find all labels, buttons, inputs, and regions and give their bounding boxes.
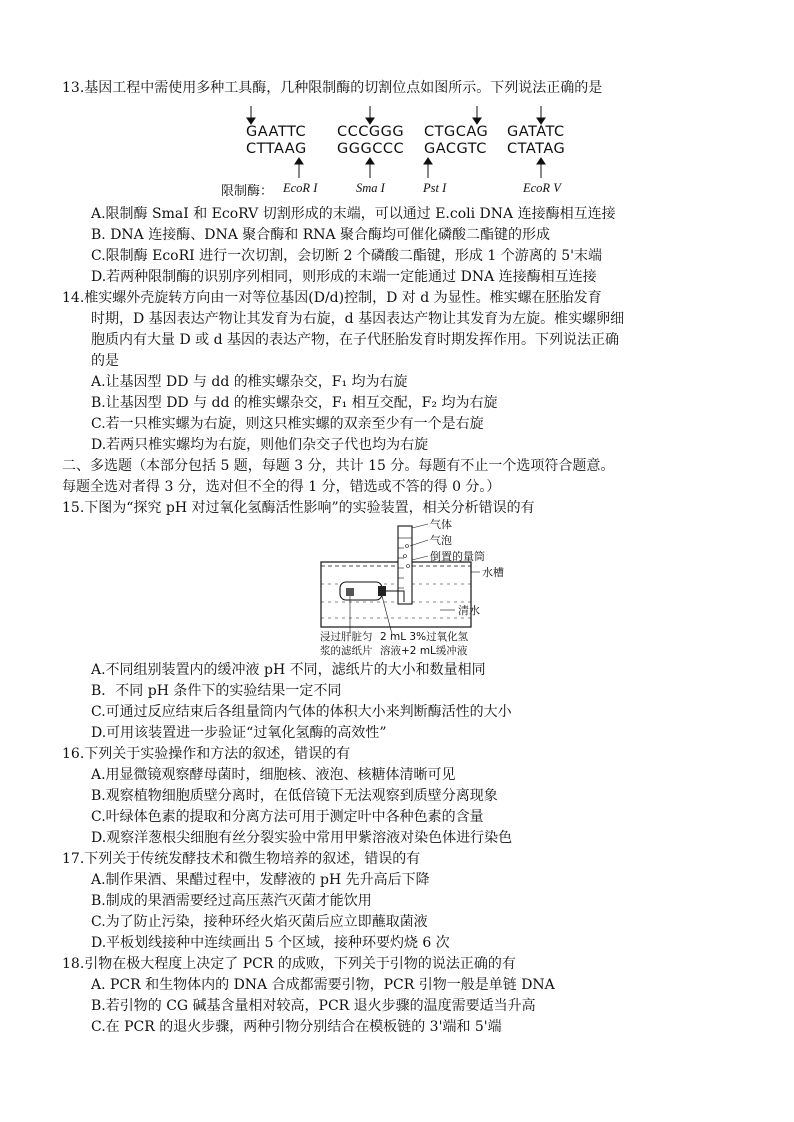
q13-option-c: C.限制酶 EcoRI 进行一次切割，会切断 2 个磷酸二酯键，形成 1 个游离的 5'末端 bbox=[91, 248, 602, 264]
enzyme-ecori: EcoR I bbox=[283, 181, 318, 195]
label-solution-line-1: 2 mL 3%过氧化氢 bbox=[380, 631, 469, 643]
enzyme-label: 限制酶： bbox=[221, 184, 274, 199]
q17-stem: 17.下列关于传统发酵技术和微生物培养的叙述，错误的有 bbox=[62, 851, 421, 867]
enzyme-smai: Sma I bbox=[356, 181, 385, 195]
q18-option-b: B.若引物的 CG 碱基含量相对较高，PCR 退火步骤的温度需要适当升高 bbox=[91, 998, 536, 1014]
q18-option-a: A. PCR 和生物体内的 DNA 合成都需要引物，PCR 引物一般是单链 DNA bbox=[91, 977, 555, 993]
q15-option-d: D.可用该装置进一步验证“过氧化氢酶的高效性” bbox=[91, 725, 387, 741]
label-solution-line-2: 溶液+2 mL缓冲液 bbox=[380, 645, 468, 657]
strand-bottom-4: CTATAG bbox=[507, 141, 566, 157]
q16-stem: 16.下列关于实验操作和方法的叙述，错误的有 bbox=[62, 746, 351, 762]
q17-option-a: A.制作果酒、果醋过程中，发酵液的 pH 先升高后下降 bbox=[91, 872, 430, 888]
strand-top-2: CCCGGG bbox=[337, 124, 405, 140]
enzyme-ecorv: EcoR V bbox=[523, 181, 561, 195]
q16-option-a: A.用显微镜观察酵母菌时，细胞核、液泡、核糖体清晰可见 bbox=[91, 767, 456, 783]
q14-option-c: C.若一只椎实螺为右旋，则这只椎实螺的双亲至少有一个是右旋 bbox=[91, 416, 484, 432]
label-tank: 水槽 bbox=[482, 566, 504, 579]
strand-bottom-2: GGGCCC bbox=[337, 141, 405, 157]
q14-stem-line-1: 14.椎实螺外壳旋转方向由一对等位基因(D/d)控制，D 对 d 为显性。椎实螺在胚胎发育 bbox=[62, 290, 602, 306]
label-cylinder: 倒置的量筒 bbox=[430, 550, 485, 563]
q14-stem-line-4: 的是 bbox=[91, 353, 119, 369]
q14-option-a: A.让基因型 DD 与 dd 的椎实螺杂交，F₁ 均为右旋 bbox=[91, 374, 408, 390]
label-filter-line-2: 浆的滤纸片 bbox=[320, 645, 373, 657]
q15-option-c: C.可通过反应结束后各组量筒内气体的体积大小来判断酶活性的大小 bbox=[91, 704, 512, 720]
strand-top-4: GATATC bbox=[507, 124, 565, 140]
enzyme-psti: Pst I bbox=[423, 181, 447, 195]
strand-bottom-3: GACGTC bbox=[424, 141, 487, 157]
q16-option-d: D.观察洋葱根尖细胞有丝分裂实验中常用甲紫溶液对染色体进行染色 bbox=[91, 830, 513, 846]
q15-option-b: B．不同 pH 条件下的实验结果一定不同 bbox=[91, 683, 342, 699]
q13-option-d: D.若两种限制酶的识别序列相同，则形成的末端一定能通过 DNA 连接酶相互连接 bbox=[91, 269, 597, 285]
section2-heading: 二、多选题（本部分包括 5 题，每题 3 分，共计 15 分。每题有不止一个选项符合题意。 bbox=[62, 458, 615, 474]
section2-scoring: 每题全选对者得 3 分，选对但不全的得 1 分，错选或不答的得 0 分。） bbox=[62, 479, 501, 495]
label-water: 清水 bbox=[458, 604, 480, 617]
q14-stem-line-3: 胞质内有大量 D 或 d 基因的表达产物，在子代胚胎发育时期发挥作用。下列说法正确 bbox=[91, 332, 619, 348]
q14-option-d: D.若两只椎实螺均为右旋，则他们杂交子代也均为右旋 bbox=[91, 437, 429, 453]
q17-option-d: D.平板划线接种中连续画出 5 个区域，接种环要灼烧 6 次 bbox=[91, 935, 450, 951]
q13-stem: 13.基因工程中需使用多种工具酶，几种限制酶的切割位点如图所示。下列说法正确的是 bbox=[62, 80, 603, 96]
strand-bottom-1: CTTAAG bbox=[246, 141, 307, 157]
q15-stem: 15.下图为“探究 pH 对过氧化氢酶活性影响”的实验装置，相关分析错误的有 bbox=[62, 500, 535, 516]
label-filter-paper bbox=[320, 630, 373, 658]
label-gas: 气体 bbox=[430, 518, 452, 531]
label-solution bbox=[380, 630, 468, 658]
q18-stem: 18.引物在极大程度上决定了 PCR 的成败，下列关于引物的说法正确的有 bbox=[62, 956, 516, 972]
q16-option-b: B.观察植物细胞质壁分离时，在低倍镜下无法观察到质壁分离现象 bbox=[91, 788, 498, 804]
strand-top-1: GAATTC bbox=[246, 124, 307, 140]
q15-option-a: A.不同组别装置内的缓冲液 pH 不同，滤纸片的大小和数量相同 bbox=[91, 662, 486, 678]
q14-stem-line-2: 时期，D 基因表达产物让其发育为右旋，d 基因表达产物让其发育为左旋。椎实螺卵细 bbox=[91, 311, 625, 327]
q18-option-c: C.在 PCR 的退火步骤，两种引物分别结合在模板链的 3'端和 5'端 bbox=[91, 1019, 502, 1035]
label-bubble: 气泡 bbox=[430, 534, 452, 547]
q16-option-c: C.叶绿体色素的提取和分离方法可用于测定叶中各种色素的含量 bbox=[91, 809, 484, 825]
q13-option-a: A.限制酶 SmaI 和 EcoRV 切割形成的末端，可以通过 E.coli DNA 连接酶相互连接 bbox=[91, 206, 616, 222]
q17-option-b: B.制成的果酒需要经过高压蒸汽灭菌才能饮用 bbox=[91, 893, 372, 909]
q17-option-c: C.为了防止污染，接种环经火焰灭菌后应立即蘸取菌液 bbox=[91, 914, 428, 930]
label-filter-line-1: 浸过肝脏匀 bbox=[320, 631, 373, 643]
q14-option-b: B.让基因型 DD 与 dd 的椎实螺杂交，F₁ 相互交配，F₂ 均为右旋 bbox=[91, 395, 498, 411]
strand-top-3: CTGCAG bbox=[424, 124, 489, 140]
q13-option-b: B. DNA 连接酶、DNA 聚合酶和 RNA 聚合酶均可催化磷酸二酯键的形成 bbox=[91, 227, 551, 243]
